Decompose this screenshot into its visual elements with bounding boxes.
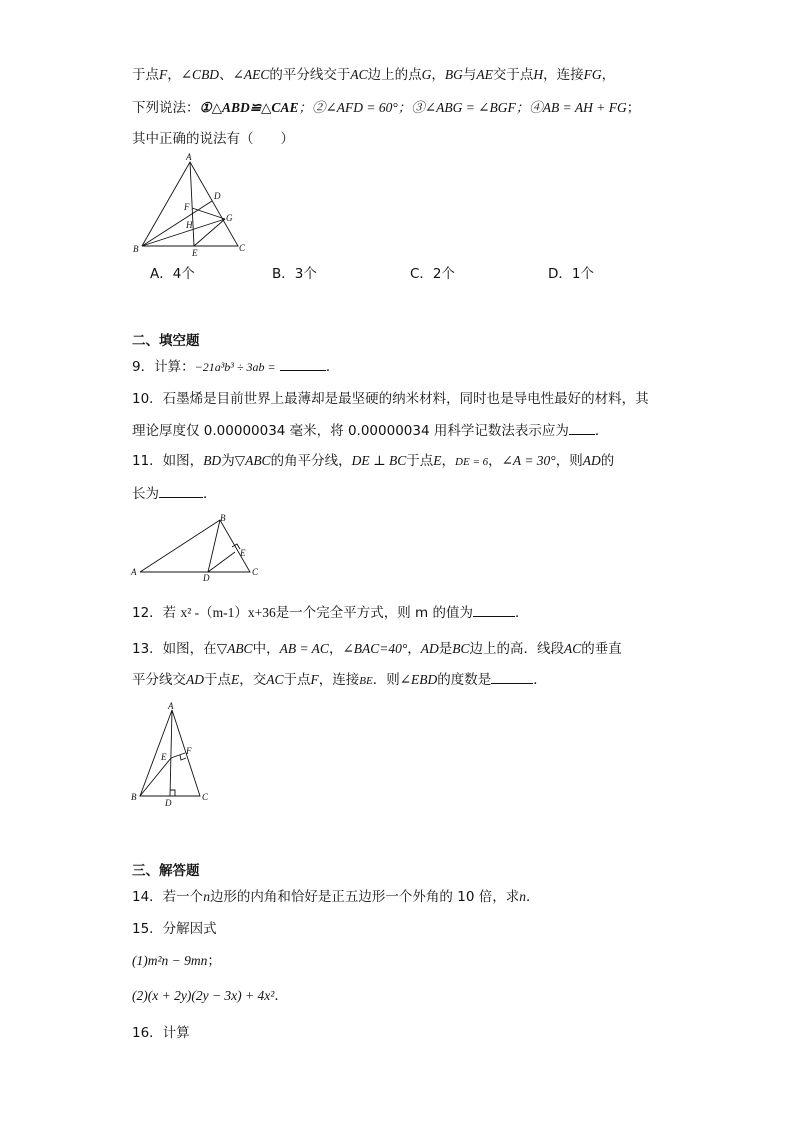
section-title-fill-in: 二、填空题 xyxy=(132,333,200,349)
text: ， xyxy=(407,641,421,657)
math-AD: AD xyxy=(582,453,601,468)
math-triangle-abc: ▽ABC xyxy=(216,641,253,656)
math-expression: x² -（m-1）x+36 xyxy=(180,605,276,620)
q13-line2 xyxy=(132,671,547,690)
text: ，交 xyxy=(239,672,267,688)
answer-blank-q13[interactable] xyxy=(491,671,533,684)
text: 理论厚度仅 0.00000034 毫米，将 0.00000034 用科学记数法表示应为 xyxy=(132,423,569,439)
q11-line1 xyxy=(132,452,614,471)
text: ，连接 xyxy=(318,672,360,688)
q15-title: 15．分解因式 xyxy=(132,921,217,937)
label-b: B xyxy=(131,792,137,802)
text: 边上的高．线段 xyxy=(469,641,565,657)
math-BD: BD xyxy=(203,453,222,468)
text: 于点 xyxy=(204,672,231,688)
statement-2: ；②∠AFD = 60° xyxy=(298,100,398,115)
q8-line1 xyxy=(132,66,615,84)
q8-line2 xyxy=(132,99,640,117)
option-a[interactable]: A．4个 xyxy=(150,266,195,282)
text: 交于点 xyxy=(492,67,534,83)
text: ， xyxy=(167,67,181,83)
math-BE: BE xyxy=(359,675,373,687)
text: 14．若一个 xyxy=(132,889,204,905)
label-f: F xyxy=(184,202,190,212)
text: 于点 xyxy=(283,672,311,688)
q15-part2 xyxy=(132,987,288,1005)
segment-ae xyxy=(190,162,194,246)
segment-ad xyxy=(170,710,172,796)
segment-ef xyxy=(171,753,185,758)
label-c: C xyxy=(239,243,246,253)
segment-eg xyxy=(194,219,225,246)
math-de-6: DE = 6 xyxy=(455,456,489,468)
q13-figure xyxy=(128,700,218,810)
math-expression: (1)m²n − 9mn xyxy=(132,953,208,968)
text: ， xyxy=(441,453,456,469)
text: 于点 xyxy=(406,453,434,469)
text: 的垂直 xyxy=(581,641,622,657)
text: ． xyxy=(203,486,217,502)
q8-figure xyxy=(128,152,268,262)
text: ，连接 xyxy=(543,67,584,83)
q15-part1 xyxy=(132,952,221,970)
q13-line1 xyxy=(132,640,622,658)
math-n: n xyxy=(519,889,526,904)
text: ， xyxy=(328,641,343,657)
text: 是一个完全平方式，则 m 的值为 xyxy=(275,605,473,621)
label-d: D xyxy=(165,798,172,808)
math-E: E xyxy=(433,453,442,468)
math-ab-eq-ac: AB = AC xyxy=(279,641,329,656)
text: ，则 xyxy=(555,453,583,469)
text: ； xyxy=(626,100,641,116)
text: 下列说法： xyxy=(132,100,200,116)
math-FG: FG xyxy=(583,67,602,82)
answer-blank-q12[interactable] xyxy=(473,604,515,617)
triangle-abc xyxy=(142,162,238,246)
q10-line1: 10．石墨烯是目前世界上最薄却是最坚硬的纳米材料，同时也是导电性最好的材料，其 xyxy=(132,391,649,407)
text: 为 xyxy=(221,453,235,469)
math-AE: AE xyxy=(476,67,493,82)
math-BC: BC xyxy=(452,641,470,656)
q11-line2 xyxy=(132,485,217,503)
text: 于点 xyxy=(132,67,159,83)
q9 xyxy=(132,358,339,376)
text: 11．如图， xyxy=(132,453,204,469)
label-a: A xyxy=(131,567,137,577)
text: 13．如图，在 xyxy=(132,641,217,657)
math-angle-a: ∠A = 30° xyxy=(501,453,556,468)
label-h: H xyxy=(186,220,193,230)
text: ， xyxy=(431,67,445,83)
text: 中， xyxy=(252,641,280,657)
text: 边上的点 xyxy=(367,67,422,83)
math-expression: (2)(x + 2y)(2y − 3x) + 4x² xyxy=(132,988,275,1003)
label-e: E xyxy=(192,248,198,258)
answer-blank-q11[interactable] xyxy=(159,485,203,498)
text: 、 xyxy=(219,67,233,83)
label-c: C xyxy=(202,792,209,802)
label-d: D xyxy=(214,191,221,201)
option-b[interactable]: B．3个 xyxy=(272,266,317,282)
q11-figure xyxy=(128,512,268,584)
text: 9．计算： xyxy=(132,359,195,375)
text: ． xyxy=(274,988,288,1004)
q12 xyxy=(132,604,529,622)
label-a: A xyxy=(186,152,192,162)
math-expression: −21a³b³ ÷ 3ab = xyxy=(194,360,276,374)
math-triangle-abc: ▽ABC xyxy=(234,453,271,468)
math-perp: DE ⊥ BC xyxy=(351,453,407,468)
label-e: E xyxy=(240,548,246,558)
text: ． xyxy=(533,672,547,688)
text: ． xyxy=(325,359,340,375)
math-AC: AC xyxy=(266,672,284,687)
math-angle-bac: ∠BAC=40° xyxy=(342,641,408,656)
option-d[interactable]: D．1个 xyxy=(548,266,594,282)
math-AC: AC xyxy=(350,67,368,82)
answer-blank-q9[interactable] xyxy=(280,358,326,371)
q14 xyxy=(132,888,539,906)
math-BG: BG xyxy=(444,67,463,82)
math-F: F xyxy=(159,67,168,82)
label-c: C xyxy=(252,567,259,577)
text: ； xyxy=(207,953,221,969)
text: 与 xyxy=(462,67,477,83)
statement-4: ；④AB = AH + FG xyxy=(515,100,627,115)
text: ， xyxy=(601,67,616,83)
text: ．则 xyxy=(372,672,400,688)
right-angle-mark-d xyxy=(170,790,175,796)
text: 的平分线交于 xyxy=(269,67,351,83)
text: 的角平分线， xyxy=(270,453,352,469)
text: ， xyxy=(488,453,502,469)
label-d: D xyxy=(203,573,210,583)
text: 是 xyxy=(438,641,453,657)
section-title-answer: 三、解答题 xyxy=(132,863,200,879)
math-H: H xyxy=(533,67,544,82)
math-F: F xyxy=(310,672,319,687)
label-b: B xyxy=(133,244,139,254)
option-c[interactable]: C．2个 xyxy=(410,266,456,282)
math-n: n xyxy=(203,889,210,904)
text: 12．若 xyxy=(132,605,181,621)
math-angle-ebd: ∠EBD xyxy=(399,672,438,687)
math-AC: AC xyxy=(564,641,582,656)
segment-bg xyxy=(142,219,225,246)
statement-1: ①△ABD≌△CAE xyxy=(199,100,299,115)
q8-line3: 其中正确的说法有（ ） xyxy=(132,131,294,147)
math-AD: AD xyxy=(420,641,439,656)
text: 平分线交 xyxy=(132,672,186,688)
answer-blank-q10[interactable] xyxy=(569,422,595,435)
label-a: A xyxy=(168,701,174,711)
label-g: G xyxy=(226,213,233,223)
q16-title: 16．计算 xyxy=(132,1025,190,1041)
text: ． xyxy=(525,889,540,905)
segment-fg xyxy=(192,208,225,219)
math-AD: AD xyxy=(186,672,204,687)
q10-line2 xyxy=(132,422,608,440)
text: ． xyxy=(515,605,529,621)
text: 的度数是 xyxy=(437,672,492,688)
text: 的 xyxy=(600,453,615,469)
statement-3: ；③∠ABG = ∠BGF xyxy=(397,100,516,115)
segment-be xyxy=(140,758,171,796)
text: 边形的内角和恰好是正五边形一个外角的 10 倍，求 xyxy=(209,889,520,905)
label-b: B xyxy=(220,513,226,523)
math-G: G xyxy=(421,67,432,82)
text: 长为 xyxy=(132,486,159,502)
math-angle-aec: ∠AEC xyxy=(232,67,270,82)
label-f: F xyxy=(186,746,192,756)
label-e: E xyxy=(161,752,167,762)
math-E: E xyxy=(231,672,240,687)
text: ． xyxy=(594,423,609,439)
math-angle-cbd: ∠CBD xyxy=(180,67,220,82)
